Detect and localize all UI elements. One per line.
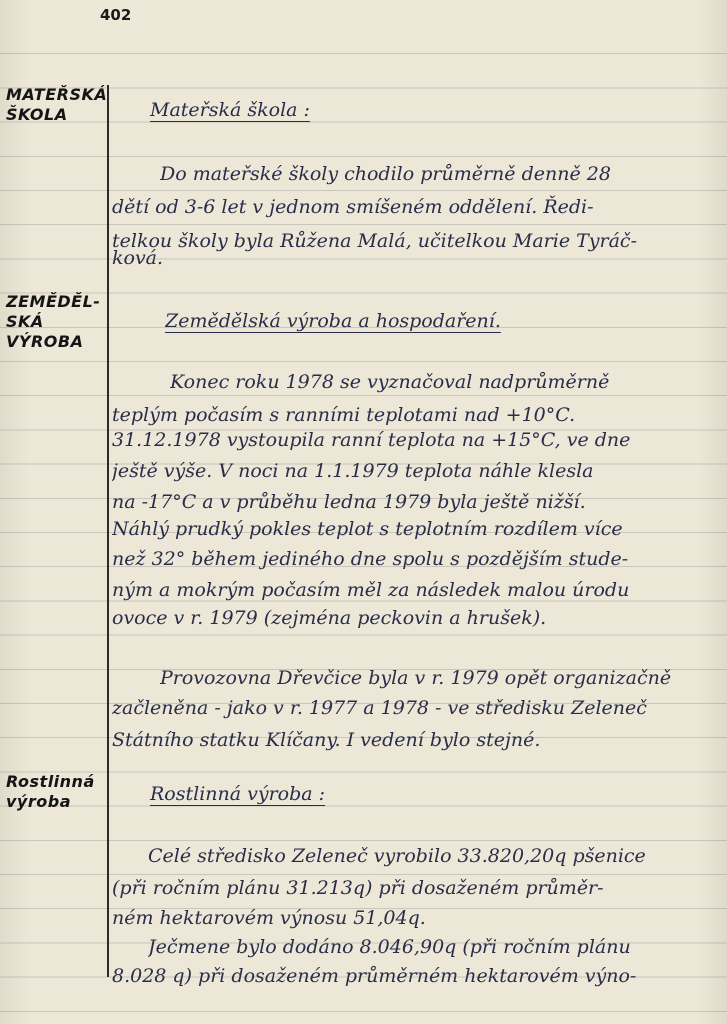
text-line: než 32° během jediného dne spolu s pozdějším stude- xyxy=(112,548,629,570)
text-line: 31.12.1978 vystoupila ranní teplota na +15°C, ve dne xyxy=(112,429,631,451)
margin-label-zemedelska-vyroba: ZEMĚDĚL- SKÁ VÝROBA xyxy=(6,292,101,351)
section-heading-zemedelska-vyroba: Zemědělská výroba a hospodaření. xyxy=(165,310,501,332)
text-line: telkou školy byla Růžena Malá, učitelkou Marie Tyráč- xyxy=(112,230,637,252)
text-line: ném hektarovém výnosu 51,04q. xyxy=(112,907,426,929)
text-line: Ječmene bylo dodáno 8.046,90q (při ročním plánu xyxy=(148,936,631,958)
margin-rule xyxy=(107,85,109,977)
text-line: začleněna - jako v r. 1977 a 1978 - ve středisku Zeleneč xyxy=(112,697,647,719)
text-line: 8.028 q) při dosaženém průměrném hektarovém výno- xyxy=(112,965,637,987)
text-line: Provozovna Dřevčice byla v r. 1979 opět organizačně xyxy=(160,667,672,689)
margin-label-materska-skola: MATEŘSKÁ ŠKOLA xyxy=(6,85,108,124)
text-line: Celé středisko Zeleneč vyrobilo 33.820,20q pšenice xyxy=(148,845,646,867)
text-line: ným a mokrým počasím měl za následek malou úrodu xyxy=(112,579,630,601)
text-line: na -17°C a v průběhu ledna 1979 byla ještě nižší. xyxy=(112,491,586,513)
section-heading-materska-skola: Mateřská škola : xyxy=(150,99,310,121)
text-line: ještě výše. V noci na 1.1.1979 teplota náhle klesla xyxy=(112,460,594,482)
text-line: teplým počasím s ranními teplotami nad +10°C. xyxy=(112,404,576,426)
text-line: ková. xyxy=(112,247,164,269)
text-line: ovoce v r. 1979 (zejména peckovin a hrušek). xyxy=(112,607,547,629)
text-line: dětí od 3-6 let v jednom smíšeném oddělení. Ředi- xyxy=(112,196,594,218)
text-line: Konec roku 1978 se vyznačoval nadprůměrně xyxy=(170,371,610,393)
text-line: (při ročním plánu 31.213q) při dosaženém průměr- xyxy=(112,877,604,899)
section-heading-rostlinna-vyroba: Rostlinná výroba : xyxy=(150,783,326,805)
page-number: 402 xyxy=(100,6,132,24)
margin-label-rostlinna-vyroba: Rostlinná výroba xyxy=(6,772,95,811)
text-line: Náhlý prudký pokles teplot s teplotním rozdílem více xyxy=(112,518,623,540)
text-line: Do mateřské školy chodilo průměrně denně 28 xyxy=(160,163,611,185)
text-line: Státního statku Klíčany. I vedení bylo stejné. xyxy=(112,729,541,751)
